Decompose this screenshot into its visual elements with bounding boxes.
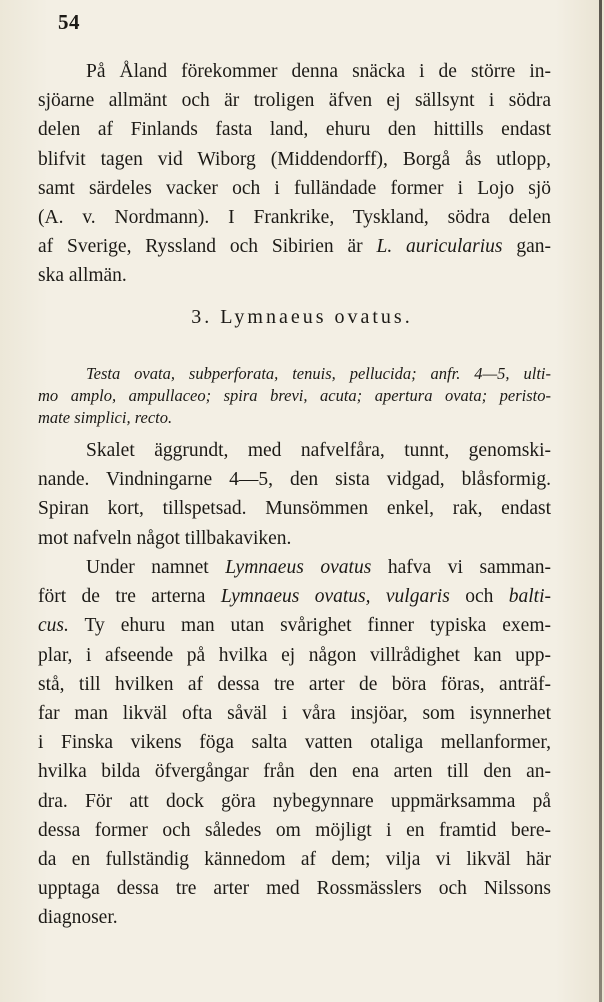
text-line: ska allmän.	[38, 265, 127, 287]
species-name-italic: balti-	[508, 586, 552, 608]
paragraph-aland-occurrence	[38, 57, 551, 291]
text-run: gan-	[502, 236, 551, 258]
text-line	[38, 582, 551, 611]
paragraph-shell-description	[38, 436, 551, 553]
paragraph-species-grouping	[38, 553, 551, 932]
text-line: hvilka bilda öfvergångar från den ena arten till den an-	[38, 761, 551, 783]
species-name-italic: L. auricularius	[376, 236, 503, 258]
text-line: På Åland förekommer denna snäcka i de större in-	[86, 61, 551, 82]
text-line	[38, 553, 551, 582]
text-line: mot nafveln något tillbakaviken.	[38, 527, 292, 549]
species-name-italic: Lymnaeus ovatus, vulgaris	[220, 586, 450, 608]
text-line	[38, 232, 551, 261]
text-line: dessa former och således om möjligt i en framtid bere-	[38, 819, 551, 841]
section-heading: 3. Lymnaeus ovatus.	[191, 306, 413, 328]
text-line: upptaga dessa tre arter med Rossmässlers och Nilssons	[38, 878, 551, 900]
text-line: Spiran kort, tillspetsad. Munsömmen enkel, rak, endast	[38, 498, 551, 520]
text-line: sjöarne allmänt och är troligen äfven ej sällsynt i södra	[38, 90, 551, 112]
text-line: i Finska vikens föga salta vatten otaliga mellanformer,	[38, 732, 551, 754]
text-line: dra. För att dock göra nybegynnare uppmärksamma på	[38, 790, 551, 812]
species-name-italic: cus.	[38, 615, 69, 637]
text-line: far man likväl ofta såväl i våra insjöar, som isynnerhet	[38, 702, 551, 724]
text-run: Ty ehuru man utan svårighet finner typiska exem-	[68, 615, 551, 637]
text-run: fört de tre arterna	[38, 586, 221, 608]
latin-line: Testa ovata, subperforata, tenuis, pellucida; anfr. 4—5, ulti-	[86, 364, 551, 383]
text-line: da en fullständig kännedom af dem; vilja vi likväl här	[38, 848, 551, 870]
text-line: plar, i afseende på hvilka ej någon villrådighet kan upp-	[38, 644, 551, 666]
latin-line: mo amplo, ampullaceo; spira brevi, acuta; apertura ovata; peristo-	[38, 386, 551, 405]
page-number: 54	[58, 10, 80, 34]
text-line: (A. v. Nordmann). I Frankrike, Tyskland, södra delen	[38, 206, 551, 228]
text-line: Skalet äggrundt, med nafvelfåra, tunnt, genomski-	[86, 440, 551, 461]
latin-diagnosis	[38, 363, 551, 429]
text-line: delen af Finlands fasta land, ehuru den hittills endast	[38, 119, 551, 141]
text-line: stå, till hvilken af dessa tre arter de böra föras, anträf-	[38, 673, 551, 695]
text-run: och	[449, 586, 509, 608]
text-line: samt särdeles vacker och i fulländade former i Lojo sjö	[38, 177, 551, 199]
species-name-italic: Lymnaeus ovatus	[225, 557, 372, 578]
text-line: diagnoser.	[38, 907, 118, 929]
latin-line: mate simplici, recto.	[38, 408, 173, 427]
text-run: Under namnet	[86, 557, 226, 578]
text-line: blifvit tagen vid Wiborg (Middendorff), Borgå ås utlopp,	[38, 148, 551, 170]
text-run: af Sverige, Ryssland och Sibirien är	[38, 236, 377, 258]
text-run: hafva vi samman-	[371, 557, 551, 578]
text-line	[38, 611, 551, 640]
page-edge-shadow	[599, 0, 602, 1002]
text-line: nande. Vindningarne 4—5, den sista vidgad, blåsformig.	[38, 469, 551, 491]
